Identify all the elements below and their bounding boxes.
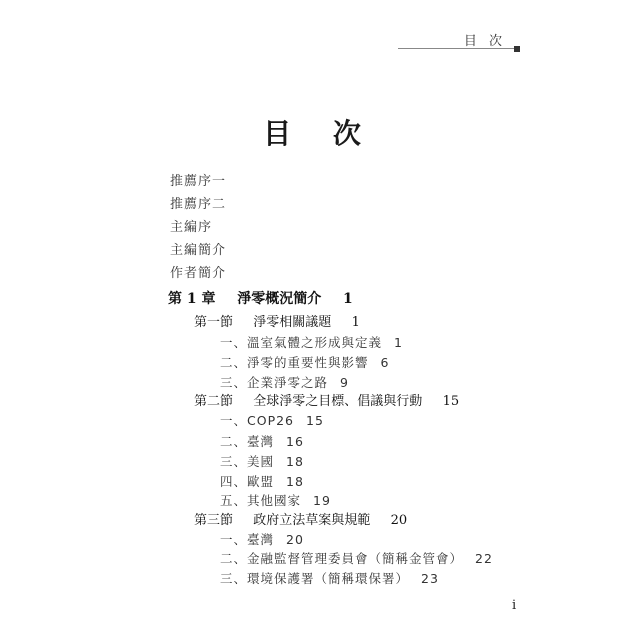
toc-item-label: 一、溫室氣體之形成與定義	[220, 335, 383, 350]
chapter-page: 1	[343, 291, 353, 307]
toc-item-page: 16	[286, 434, 304, 449]
toc-item-page: 1	[394, 335, 403, 350]
section-page: 1	[351, 315, 360, 330]
toc-item[interactable]	[220, 333, 403, 351]
front-matter-item[interactable]: 主編序	[170, 220, 213, 235]
section-number: 第三節	[194, 513, 234, 528]
toc-item[interactable]	[220, 472, 304, 490]
section-page: 15	[442, 394, 460, 409]
toc-item-page: 6	[380, 355, 390, 370]
front-matter-item[interactable]: 主編簡介	[170, 243, 227, 258]
toc-item[interactable]	[220, 452, 304, 470]
toc-item[interactable]	[220, 549, 493, 567]
page-title: 目 次	[263, 117, 377, 150]
page-number: i	[512, 598, 517, 613]
toc-item-label: 二、金融監督管理委員會（簡稱金管會）	[220, 551, 464, 566]
toc-item-label: 二、臺灣	[220, 434, 275, 449]
toc-item-label: 三、環境保護署（簡稱環保署）	[220, 571, 410, 586]
toc-item[interactable]	[220, 491, 331, 509]
toc-item-label: 一、臺灣	[220, 532, 275, 547]
toc-item-page: 22	[475, 551, 493, 566]
chapter-entry[interactable]	[168, 288, 353, 308]
toc-item[interactable]	[220, 530, 304, 548]
toc-item-label: 三、美國	[220, 454, 275, 469]
section-entry[interactable]	[194, 509, 407, 528]
toc-item-page: 18	[286, 474, 304, 489]
running-header	[398, 30, 520, 49]
toc-item-label: 四、歐盟	[220, 474, 275, 489]
toc-item-page: 9	[340, 375, 349, 390]
toc-item-page: 20	[286, 532, 304, 547]
toc-item[interactable]	[220, 411, 324, 429]
front-matter-item[interactable]: 作者簡介	[170, 266, 227, 281]
toc-item-page: 19	[313, 493, 331, 508]
section-title: 政府立法草案與規範	[253, 513, 371, 528]
toc-item-label: 五、其他國家	[220, 493, 302, 508]
toc-item[interactable]	[220, 569, 439, 587]
section-number: 第一節	[194, 315, 234, 330]
toc-item-label: 三、企業淨零之路	[220, 375, 329, 390]
toc-item-label: 一、COP26	[220, 413, 295, 428]
section-title: 淨零相關議題	[253, 315, 332, 330]
section-entry[interactable]	[194, 311, 360, 330]
toc-item-page: 18	[286, 454, 304, 469]
front-matter-item[interactable]: 推薦序二	[170, 197, 227, 212]
section-number: 第二節	[194, 394, 234, 409]
toc-item[interactable]	[220, 373, 349, 391]
section-entry[interactable]	[194, 390, 459, 409]
toc-item[interactable]	[220, 353, 389, 371]
section-title: 全球淨零之目標、倡議與行動	[253, 394, 423, 409]
running-header-title: 目 次	[463, 34, 506, 49]
toc-item[interactable]	[220, 432, 304, 450]
chapter-title: 淨零概況簡介	[237, 291, 322, 307]
front-matter-item[interactable]: 推薦序一	[170, 174, 227, 189]
section-page: 20	[390, 513, 408, 528]
chapter-number: 第 1 章	[168, 291, 216, 307]
toc-item-page: 23	[421, 571, 439, 586]
toc-item-label: 二、淨零的重要性與影響	[220, 355, 369, 370]
toc-item-page: 15	[306, 413, 324, 428]
header-square-mark	[514, 46, 520, 52]
